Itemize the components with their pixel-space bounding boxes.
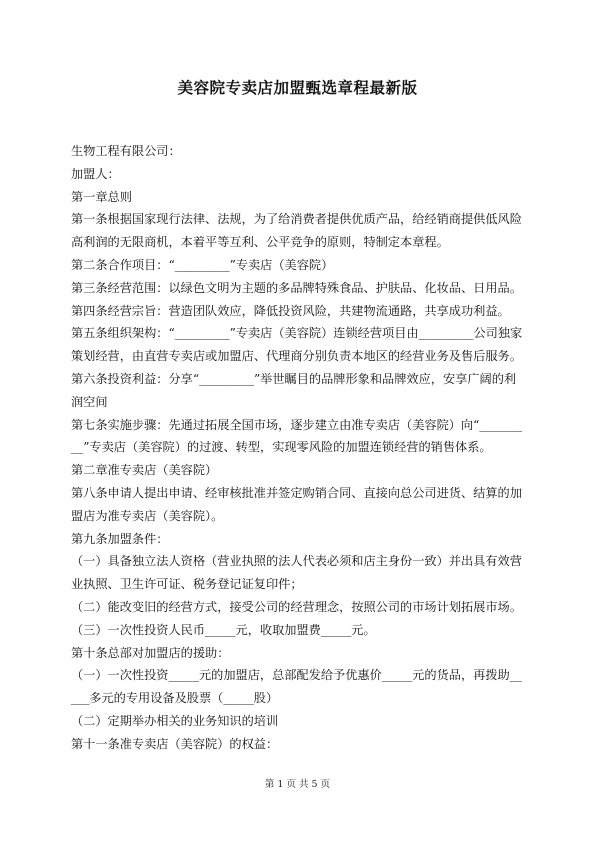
document-title: 美容院专卖店加盟甄选章程最新版 xyxy=(177,79,418,97)
paragraph: （三）一次性投资人民币_____元，收取加盟费_____元。 xyxy=(71,622,376,637)
paragraph: 加盟人： xyxy=(71,166,120,181)
paragraph: （一）具备独立法人资格（营业执照的法人代表必须和店主身份一致）并出具有效营业执照、卫生许可证、税务登记证复印件； xyxy=(71,554,522,592)
paragraph: （一）一次性投资_____元的加盟店，总部配发给予优惠价_____元的货品，再拨助_____多元的专用设备及股票（_____股） xyxy=(71,668,522,706)
paragraph: 第十条总部对加盟店的援助： xyxy=(71,645,230,660)
paragraph: 第三条经营范围：以绿色文明为主题的多品牌特殊食品、护肤品、化妆品、日用品。 xyxy=(71,280,522,295)
paragraph: 第五条组织架构：“_________”专卖店（美容院）连锁经营项目由_________公司独家策划经营，由直营专卖店或加盟店、代理商分别负责本地区的经营业务及售后服务。 xyxy=(71,326,523,364)
paragraph: 第二条合作项目：“_________”专卖店（美容院） xyxy=(71,257,334,272)
paragraph: 第四条经营宗旨：营造团队效应，降低投资风险，共建物流通路，共享成功利益。 xyxy=(71,303,510,318)
paragraph: （二）定期举办相关的业务知识的培训 xyxy=(71,713,279,728)
paragraph: 第七条实施步骤：先通过拓展全国市场，逐步建立由准专卖店（美容院）向“_________”专卖店（美容院）的过渡、转型，实现零风险的加盟连锁经营的销售体系。 xyxy=(71,417,523,455)
paragraph: 第九条加盟条件： xyxy=(71,531,169,546)
document-body xyxy=(71,140,526,756)
paragraph: 第六条投资利益：分享“_________”举世瞩目的品牌形象和品牌效应，安享广阔的利润空间 xyxy=(71,371,517,409)
chapter-heading: 第一章总则 xyxy=(71,189,132,204)
paragraph: （二）能改变旧的经营方式，接受公司的经营理念，按照公司的市场计划拓展市场。 xyxy=(71,599,522,614)
chapter-heading: 第二章准专卖店（美容院） xyxy=(71,463,218,478)
page-number-footer: 第 1 页 共 5 页 xyxy=(264,779,331,790)
paragraph: 生物工程有限公司： xyxy=(71,144,181,158)
paragraph: 第十一条准专卖店（美容院）的权益： xyxy=(71,736,279,751)
paragraph: 第八条申请人提出申请、经审核批准并签定购销合同、直接向总公司进货、结算的加盟店为准专卖店（美容院）。 xyxy=(71,485,522,523)
paragraph: 第一条根据国家现行法律、法规，为了给消费者提供优质产品，给经销商提供低风险高利润的无限商机，本着平等互利、公平竞争的原则，特制定本章程。 xyxy=(71,212,522,250)
